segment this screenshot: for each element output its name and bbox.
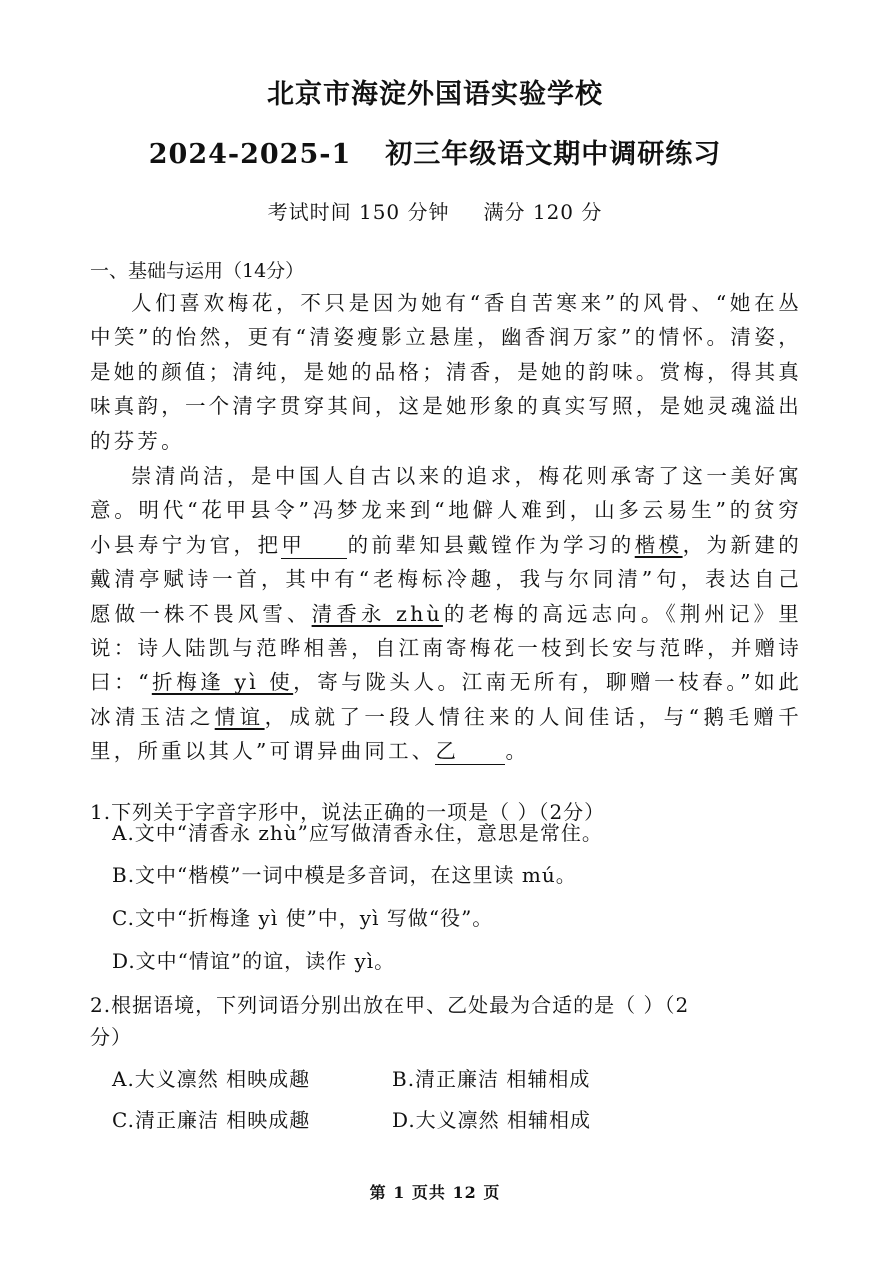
question-1-stem: 1.下列关于字音字形中，说法正确的一项是（ ）（2分） [90,800,606,824]
paragraph-2-text [90,459,802,769]
exam-name: 初三年级语文期中调研练习 [385,139,722,170]
blank-yi: 乙 [435,738,505,765]
exam-title [0,132,870,171]
question-1-option-d: D.文中“情谊”的谊，读作 yì。 [112,949,396,973]
passage-paragraph-2 [90,459,802,769]
paragraph-2-part-b: 的前辈知县戴镗作为学习的 [347,532,635,557]
question-2-option-a: A.大义凛然 相映成趣 [112,1067,311,1091]
section-heading: 一、基础与运用（14分） [90,260,305,282]
question-2-stem-line-1: 2.根据语境，下列词语分别出放在甲、乙处最为合适的是（ ）（2 [90,993,690,1017]
page-number: 第 1 页共 12 页 [369,1183,501,1202]
paragraph-2-part-e: ，寄与陇头人。江南无所有，聊赠一枝春。”如此冰清玉洁之 [90,670,802,729]
exam-duration: 考试时间 150 分钟 [267,200,450,224]
paragraph-2-part-c: ，为新建的戴清亭赋诗一首，其中有“老梅标冷趣，我与尔同清”句，表达自己愿做一株不畏风雪、 [90,532,802,626]
question-2-option-d: D.大义凛然 相辅相成 [392,1108,592,1132]
underlined-zhu: 清香永 zhù [311,601,443,626]
question-2-option-c: C.清正廉洁 相映成趣 [112,1108,311,1132]
question-1-option-a: A.文中“清香永 zhù”应写做清香永住，意思是常住。 [112,821,603,845]
underlined-kaimo: 楷模 [634,532,683,557]
exam-full-score: 满分 120 分 [483,200,603,224]
question-1-option-c: C.文中“折梅逢 yì 使”中，yì 写做“役”。 [112,906,494,930]
paragraph-1-text: 人们喜欢梅花，不只是因为她有“香自苦寒来”的风骨、“她在丛中笑”的怡然，更有“清姿瘦影立悬崖，幽香润万家”的情怀。清姿，是她的颜值；清纯，是她的品格；清香，是她的韵味。赏梅，得其真味真韵，一个清字贯穿其间，这是她形象的真实写照，是她灵魂溢出的芬芳。 [90,291,802,453]
underlined-qingyi: 情谊 [214,704,265,729]
question-2-stem-line-2: 分） [90,1025,132,1049]
passage-paragraph-1 [90,286,802,458]
exam-info [0,196,870,225]
school-title: 北京市海淀外国语实验学校 [267,79,603,110]
paragraph-2-part-f: ，成就了一段人情往来的人间佳话，与“鹅毛赠千里，所重以其人”可谓异曲同工、 [90,704,802,764]
underlined-yi-shi: 折梅逢 yì 使 [151,670,294,695]
blank-jia: 甲 [281,532,347,559]
term-label: 2024-2025-1 [148,139,352,170]
paragraph-2-part-a: 崇清尚洁，是中国人自古以来的追求，梅花则承寄了这一美好寓意。明代“花甲县令”冯梦龙来到“地僻人难到，山多云易生”的贫穷小县寿宁为官，把 [90,464,802,557]
paragraph-2-part-g: 。 [505,739,530,764]
paragraph-2-part-d: 的老梅的高远志向。《荆州记》里说：诗人陆凯与范晔相善，自江南寄梅花一枝到长安与范晔，并赠诗曰：“ [90,601,802,695]
question-1-option-b: B.文中“楷模”一词中模是多音词，在这里读 mú。 [112,863,577,887]
question-2-option-b: B.清正廉洁 相辅相成 [392,1067,591,1091]
